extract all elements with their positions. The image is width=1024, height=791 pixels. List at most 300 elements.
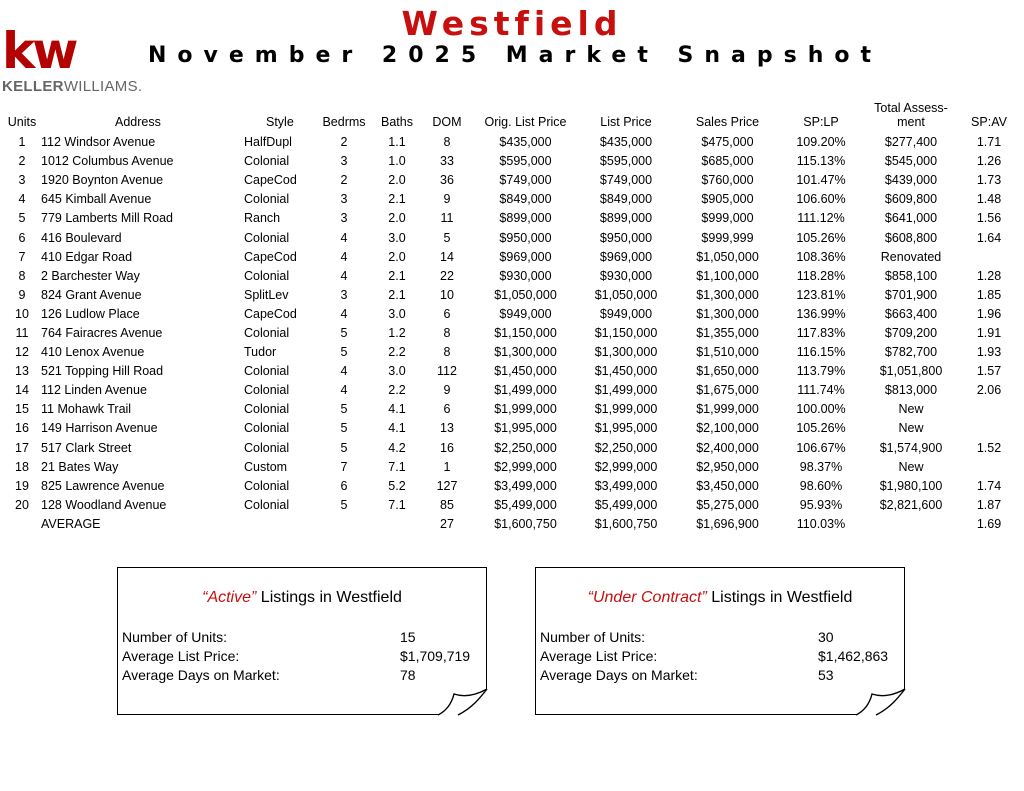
cell-sales-price: $999,000 bbox=[701, 211, 754, 226]
cell-orig-list-price: $849,000 bbox=[499, 192, 552, 207]
cell-baths: 1.2 bbox=[388, 325, 406, 340]
cell-total-assessment: $2,821,600 bbox=[879, 497, 943, 512]
table-row bbox=[5, 190, 1018, 209]
cell-bedrms: 5 bbox=[340, 345, 348, 360]
contract-title-rest: Listings in Westfield bbox=[706, 589, 853, 606]
cell-sp-lp: 117.83% bbox=[796, 325, 846, 340]
cell-sp-lp: 118.28% bbox=[796, 268, 846, 283]
cell-dom: 11 bbox=[440, 211, 454, 226]
cell-sales-price: $685,000 bbox=[701, 154, 754, 169]
cell-total-assessment: $1,574,900 bbox=[879, 440, 943, 455]
cell-address: 2 Barchester Way bbox=[41, 268, 140, 283]
cell-list-price: $3,499,000 bbox=[594, 478, 658, 493]
cell-baths: 2.1 bbox=[388, 192, 406, 207]
cell-sp-av: 1.64 bbox=[976, 230, 1002, 245]
kw-logo-mark: kw bbox=[2, 22, 76, 80]
cell-total-assessment: Renovated bbox=[880, 249, 942, 264]
active-title-accent: “Active” bbox=[202, 589, 257, 606]
table-row bbox=[5, 171, 1018, 190]
wordmark-bold: KELLER bbox=[2, 78, 64, 95]
cell-style: Colonial bbox=[244, 421, 290, 436]
average-dom: 27 bbox=[440, 516, 454, 531]
active-stat-value: 15 bbox=[400, 629, 416, 645]
cell-orig-list-price: $949,000 bbox=[499, 306, 552, 321]
table-row bbox=[5, 362, 1018, 381]
cell-sp-av: 1.52 bbox=[976, 440, 1002, 455]
cell-sp-av bbox=[960, 248, 1018, 267]
cell-sp-av: 1.96 bbox=[976, 306, 1002, 321]
contract-stat-label: Number of Units: bbox=[540, 629, 646, 645]
cell-style: Colonial bbox=[244, 192, 290, 207]
cell-address: 1012 Columbus Avenue bbox=[41, 154, 174, 169]
cell-units: 12 bbox=[15, 345, 29, 360]
table-row bbox=[5, 324, 1018, 343]
contract-stat-label: Average List Price: bbox=[540, 648, 658, 664]
cell-dom: 9 bbox=[443, 383, 451, 398]
page-curl-icon bbox=[856, 688, 906, 716]
cell-bedrms: 4 bbox=[340, 230, 348, 245]
cell-sp-lp: 116.15% bbox=[796, 345, 846, 360]
header-sp-lp: SP:LP bbox=[803, 115, 839, 129]
contract-stat-value: $1,462,863 bbox=[818, 648, 889, 664]
cell-units: 17 bbox=[15, 440, 29, 455]
cell-sales-price: $1,300,000 bbox=[696, 287, 759, 302]
cell-baths: 4.1 bbox=[388, 421, 406, 436]
cell-style: CapeCod bbox=[244, 249, 297, 264]
cell-sp-lp: 101.47% bbox=[796, 173, 846, 188]
cell-orig-list-price: $3,499,000 bbox=[494, 478, 557, 493]
cell-address: 517 Clark Street bbox=[41, 440, 132, 455]
table-row bbox=[5, 343, 1018, 362]
cell-list-price: $749,000 bbox=[599, 173, 653, 188]
cell-bedrms: 3 bbox=[340, 192, 348, 207]
cell-sales-price: $1,100,000 bbox=[696, 268, 759, 283]
cell-total-assessment: $858,100 bbox=[884, 268, 938, 283]
active-title-rest: Listings in Westfield bbox=[256, 589, 402, 606]
cell-units: 2 bbox=[18, 154, 26, 169]
cell-list-price: $2,999,000 bbox=[594, 459, 658, 474]
cell-orig-list-price: $1,300,000 bbox=[494, 345, 557, 360]
cell-orig-list-price: $1,999,000 bbox=[494, 402, 557, 417]
cell-style: SplitLev bbox=[244, 287, 289, 302]
cell-units: 20 bbox=[15, 497, 29, 512]
page-title: Westfield bbox=[401, 4, 623, 43]
cell-style: CapeCod bbox=[244, 306, 297, 321]
cell-units: 1 bbox=[18, 135, 26, 150]
cell-sp-lp: 98.37% bbox=[799, 459, 843, 474]
cell-baths: 1.1 bbox=[388, 135, 406, 150]
cell-total-assessment: $609,800 bbox=[884, 192, 938, 207]
cell-dom: 8 bbox=[443, 135, 451, 150]
table-row bbox=[5, 228, 1018, 247]
cell-address: 645 Kimball Avenue bbox=[41, 192, 152, 207]
cell-sp-av: 1.71 bbox=[976, 135, 1002, 150]
cell-address: 128 Woodland Avenue bbox=[41, 497, 167, 512]
cell-sp-av: 1.85 bbox=[976, 287, 1002, 302]
cell-baths: 2.0 bbox=[388, 249, 406, 264]
average-bedrms bbox=[314, 515, 374, 534]
header-style: Style bbox=[266, 115, 294, 129]
cell-sp-av bbox=[960, 419, 1018, 438]
cell-total-assessment: $701,900 bbox=[884, 287, 938, 302]
under-contract-listings-box bbox=[535, 567, 905, 715]
cell-bedrms: 3 bbox=[340, 287, 348, 302]
cell-baths: 3.0 bbox=[388, 306, 406, 321]
table-row bbox=[5, 152, 1018, 171]
cell-style: HalfDupl bbox=[244, 135, 292, 150]
cell-sp-lp: 115.13% bbox=[796, 154, 846, 169]
cell-baths: 7.1 bbox=[388, 497, 406, 512]
table-row bbox=[5, 477, 1018, 496]
header-orig-list-price: Orig. List Price bbox=[484, 115, 567, 129]
cell-sales-price: $905,000 bbox=[701, 192, 754, 207]
header-total-assessment: Total Assess-ment bbox=[874, 101, 948, 129]
cell-list-price: $5,499,000 bbox=[594, 497, 658, 512]
cell-total-assessment: $813,000 bbox=[884, 383, 938, 398]
cell-units: 3 bbox=[18, 173, 26, 188]
active-listings-box bbox=[117, 567, 487, 715]
cell-dom: 10 bbox=[440, 287, 454, 302]
active-stat-label: Average Days on Market: bbox=[122, 667, 280, 683]
cell-list-price: $969,000 bbox=[599, 249, 653, 264]
cell-sales-price: $1,650,000 bbox=[696, 364, 759, 379]
cell-units: 16 bbox=[15, 421, 29, 436]
cell-style: Colonial bbox=[244, 230, 290, 245]
cell-list-price: $899,000 bbox=[599, 211, 653, 226]
cell-sales-price: $1,355,000 bbox=[696, 325, 759, 340]
cell-orig-list-price: $899,000 bbox=[499, 211, 552, 226]
cell-sp-lp: 111.12% bbox=[797, 211, 845, 226]
cell-bedrms: 5 bbox=[340, 325, 348, 340]
cell-bedrms: 5 bbox=[340, 421, 348, 436]
cell-dom: 9 bbox=[443, 192, 451, 207]
cell-orig-list-price: $1,150,000 bbox=[494, 325, 557, 340]
contract-stat-value: 53 bbox=[818, 667, 834, 683]
average-address: AVERAGE bbox=[41, 516, 101, 531]
cell-address: 112 Windsor Avenue bbox=[41, 135, 156, 150]
cell-style: Colonial bbox=[244, 497, 290, 512]
cell-bedrms: 4 bbox=[340, 383, 348, 398]
cell-style: Colonial bbox=[244, 364, 290, 379]
cell-units: 10 bbox=[15, 306, 29, 321]
contract-stat-label: Average Days on Market: bbox=[540, 667, 698, 683]
cell-bedrms: 4 bbox=[340, 364, 348, 379]
cell-address: 1920 Boynton Avenue bbox=[41, 173, 164, 188]
cell-list-price: $1,999,000 bbox=[594, 402, 658, 417]
cell-orig-list-price: $5,499,000 bbox=[494, 497, 557, 512]
cell-sales-price: $1,300,000 bbox=[696, 306, 759, 321]
cell-address: 521 Topping Hill Road bbox=[41, 364, 164, 379]
cell-dom: 8 bbox=[443, 325, 451, 340]
cell-sales-price: $2,400,000 bbox=[696, 440, 759, 455]
cell-sp-av bbox=[960, 458, 1018, 477]
cell-sales-price: $475,000 bbox=[701, 135, 754, 150]
active-stat-label: Average List Price: bbox=[122, 648, 240, 664]
cell-units: 15 bbox=[15, 402, 29, 417]
cell-units: 9 bbox=[18, 287, 26, 302]
table-row bbox=[5, 209, 1018, 228]
cell-list-price: $849,000 bbox=[599, 192, 653, 207]
cell-dom: 8 bbox=[443, 345, 451, 360]
cell-orig-list-price: $930,000 bbox=[499, 268, 552, 283]
page-subtitle: November 2025 Market Snapshot bbox=[148, 43, 882, 68]
cell-sp-av: 1.28 bbox=[976, 268, 1002, 283]
cell-sp-lp: 105.26% bbox=[796, 421, 846, 436]
contract-title bbox=[536, 588, 904, 608]
cell-sp-av bbox=[960, 400, 1018, 419]
cell-sp-av: 1.73 bbox=[976, 173, 1002, 188]
table-row bbox=[5, 133, 1018, 152]
header-baths: Baths bbox=[381, 115, 413, 129]
average-baths bbox=[374, 515, 420, 534]
cell-style: Ranch bbox=[244, 211, 281, 226]
cell-sales-price: $1,675,000 bbox=[696, 383, 759, 398]
cell-units: 18 bbox=[15, 459, 29, 474]
cell-sp-av: 1.93 bbox=[976, 345, 1002, 360]
page-curl-icon bbox=[438, 688, 488, 716]
table-row bbox=[5, 496, 1018, 515]
cell-list-price: $930,000 bbox=[599, 268, 653, 283]
cell-sales-price: $1,050,000 bbox=[696, 249, 759, 264]
cell-baths: 1.0 bbox=[388, 154, 406, 169]
contract-stat-value: 30 bbox=[818, 629, 834, 645]
cell-sp-lp: 106.67% bbox=[796, 440, 846, 455]
cell-list-price: $595,000 bbox=[599, 154, 653, 169]
cell-style: Colonial bbox=[244, 478, 290, 493]
cell-bedrms: 3 bbox=[340, 154, 348, 169]
cell-dom: 6 bbox=[443, 402, 451, 417]
table-row bbox=[5, 400, 1018, 419]
sales-table bbox=[5, 93, 1018, 534]
cell-address: 21 Bates Way bbox=[41, 459, 119, 474]
cell-total-assessment: $641,000 bbox=[884, 211, 938, 226]
cell-bedrms: 2 bbox=[340, 173, 348, 188]
table-row bbox=[5, 286, 1018, 305]
cell-sales-price: $2,100,000 bbox=[696, 421, 759, 436]
cell-sales-price: $3,450,000 bbox=[696, 478, 759, 493]
cell-units: 19 bbox=[15, 478, 29, 493]
cell-units: 14 bbox=[15, 383, 29, 398]
cell-orig-list-price: $2,250,000 bbox=[494, 440, 557, 455]
cell-dom: 6 bbox=[443, 306, 451, 321]
cell-bedrms: 6 bbox=[340, 478, 348, 493]
cell-style: Colonial bbox=[244, 402, 290, 417]
cell-units: 5 bbox=[18, 211, 26, 226]
cell-baths: 2.1 bbox=[388, 268, 406, 283]
cell-style: CapeCod bbox=[244, 173, 297, 188]
cell-sp-av: 1.91 bbox=[976, 325, 1002, 340]
cell-style: Colonial bbox=[244, 325, 290, 340]
cell-address: 824 Grant Avenue bbox=[41, 287, 142, 302]
cell-list-price: $1,300,000 bbox=[594, 345, 658, 360]
cell-sales-price: $999,999 bbox=[701, 230, 754, 245]
cell-total-assessment: New bbox=[898, 402, 924, 417]
header-dom: DOM bbox=[432, 115, 462, 129]
cell-sp-av: 1.26 bbox=[976, 154, 1002, 169]
header-bedrms: Bedrms bbox=[322, 115, 366, 129]
cell-sp-lp: 95.93% bbox=[799, 497, 843, 512]
cell-sales-price: $1,999,000 bbox=[696, 402, 759, 417]
cell-address: 416 Boulevard bbox=[41, 230, 122, 245]
cell-list-price: $1,499,000 bbox=[594, 383, 658, 398]
cell-style: Colonial bbox=[244, 268, 290, 283]
table-header-row bbox=[5, 93, 1018, 133]
cell-orig-list-price: $1,450,000 bbox=[494, 364, 557, 379]
cell-orig-list-price: $1,050,000 bbox=[494, 287, 557, 302]
cell-dom: 33 bbox=[440, 154, 454, 169]
cell-baths: 2.0 bbox=[388, 211, 406, 226]
average-units bbox=[5, 515, 39, 534]
cell-orig-list-price: $2,999,000 bbox=[494, 459, 557, 474]
cell-list-price: $1,050,000 bbox=[594, 287, 658, 302]
average-sp-lp: 110.03% bbox=[796, 516, 846, 531]
cell-orig-list-price: $950,000 bbox=[499, 230, 552, 245]
wordmark-rest: WILLIAMS. bbox=[63, 78, 143, 95]
cell-address: 112 Linden Avenue bbox=[41, 383, 147, 398]
cell-sp-lp: 109.20% bbox=[796, 135, 846, 150]
cell-orig-list-price: $595,000 bbox=[499, 154, 552, 169]
cell-units: 4 bbox=[18, 192, 26, 207]
cell-total-assessment: $1,051,800 bbox=[879, 364, 943, 379]
cell-units: 7 bbox=[18, 249, 26, 264]
cell-style: Tudor bbox=[244, 345, 277, 360]
cell-dom: 85 bbox=[440, 497, 454, 512]
cell-list-price: $435,000 bbox=[599, 135, 653, 150]
active-stat-label: Number of Units: bbox=[122, 629, 228, 645]
cell-units: 13 bbox=[15, 364, 29, 379]
cell-baths: 4.1 bbox=[388, 402, 406, 417]
cell-baths: 2.2 bbox=[388, 345, 406, 360]
contract-title-accent: “Under Contract” bbox=[587, 589, 707, 606]
table-row bbox=[5, 305, 1018, 324]
active-stat-value: 78 bbox=[400, 667, 416, 683]
header-address: Address bbox=[115, 115, 161, 129]
cell-bedrms: 7 bbox=[340, 459, 348, 474]
header-sp-av: SP:AV bbox=[971, 115, 1007, 129]
cell-sp-lp: 105.26% bbox=[796, 230, 846, 245]
average-list-price: $1,600,750 bbox=[594, 516, 658, 531]
cell-total-assessment: $608,800 bbox=[884, 230, 938, 245]
cell-total-assessment: $545,000 bbox=[884, 154, 938, 169]
cell-list-price: $949,000 bbox=[599, 306, 653, 321]
table-row bbox=[5, 267, 1018, 286]
cell-sp-lp: 108.36% bbox=[796, 249, 846, 264]
table-row bbox=[5, 458, 1018, 477]
cell-list-price: $1,150,000 bbox=[594, 325, 658, 340]
table-row bbox=[5, 381, 1018, 400]
cell-address: 825 Lawrence Avenue bbox=[41, 478, 165, 493]
cell-total-assessment: $439,000 bbox=[884, 173, 938, 188]
cell-address: 11 Mohawk Trail bbox=[41, 402, 132, 417]
cell-sales-price: $5,275,000 bbox=[696, 497, 759, 512]
cell-units: 6 bbox=[18, 230, 26, 245]
cell-sp-av: 1.74 bbox=[976, 478, 1002, 493]
cell-dom: 13 bbox=[440, 421, 454, 436]
cell-style: Colonial bbox=[244, 383, 290, 398]
cell-orig-list-price: $969,000 bbox=[499, 249, 552, 264]
cell-bedrms: 4 bbox=[340, 249, 348, 264]
header-list-price: List Price bbox=[600, 115, 652, 129]
cell-sp-lp: 113.79% bbox=[796, 364, 846, 379]
cell-total-assessment: New bbox=[898, 421, 924, 436]
cell-list-price: $1,995,000 bbox=[594, 421, 658, 436]
cell-orig-list-price: $749,000 bbox=[499, 173, 552, 188]
cell-units: 8 bbox=[18, 268, 26, 283]
average-total-assessment bbox=[862, 515, 960, 534]
cell-total-assessment: $709,200 bbox=[884, 325, 938, 340]
header-sales-price: Sales Price bbox=[695, 115, 760, 129]
cell-address: 149 Harrison Avenue bbox=[41, 421, 158, 436]
cell-dom: 22 bbox=[440, 268, 454, 283]
cell-dom: 16 bbox=[440, 440, 454, 455]
cell-dom: 36 bbox=[440, 173, 454, 188]
cell-bedrms: 4 bbox=[340, 306, 348, 321]
cell-address: 779 Lamberts Mill Road bbox=[41, 211, 174, 226]
cell-sales-price: $2,950,000 bbox=[696, 459, 759, 474]
cell-baths: 2.1 bbox=[388, 287, 406, 302]
active-title bbox=[118, 588, 486, 608]
cell-orig-list-price: $1,995,000 bbox=[494, 421, 557, 436]
cell-sp-av: 1.87 bbox=[976, 497, 1002, 512]
cell-dom: 127 bbox=[436, 478, 458, 493]
cell-sp-lp: 136.99% bbox=[796, 306, 846, 321]
cell-dom: 112 bbox=[437, 364, 457, 379]
cell-bedrms: 2 bbox=[340, 135, 348, 150]
average-style bbox=[244, 515, 314, 534]
cell-sp-lp: 106.60% bbox=[796, 192, 846, 207]
cell-baths: 3.0 bbox=[388, 364, 406, 379]
cell-dom: 1 bbox=[443, 459, 451, 474]
cell-address: 410 Lenox Avenue bbox=[41, 345, 145, 360]
cell-dom: 14 bbox=[440, 249, 454, 264]
cell-orig-list-price: $1,499,000 bbox=[494, 383, 557, 398]
cell-baths: 2.0 bbox=[388, 173, 406, 188]
table-row bbox=[5, 439, 1018, 458]
cell-total-assessment: $663,400 bbox=[884, 306, 938, 321]
cell-address: 764 Fairacres Avenue bbox=[41, 325, 163, 340]
cell-baths: 4.2 bbox=[388, 440, 406, 455]
cell-list-price: $1,450,000 bbox=[594, 364, 658, 379]
cell-bedrms: 5 bbox=[340, 497, 348, 512]
cell-address: 410 Edgar Road bbox=[41, 249, 133, 264]
cell-address: 126 Ludlow Place bbox=[41, 306, 140, 321]
cell-baths: 2.2 bbox=[388, 383, 406, 398]
cell-sales-price: $760,000 bbox=[701, 173, 754, 188]
average-sp-av: 1.69 bbox=[976, 516, 1002, 531]
cell-style: Colonial bbox=[244, 440, 290, 455]
cell-list-price: $2,250,000 bbox=[594, 440, 658, 455]
table-row bbox=[5, 419, 1018, 438]
cell-total-assessment: $782,700 bbox=[884, 345, 938, 360]
cell-baths: 7.1 bbox=[388, 459, 406, 474]
average-sales-price: $1,696,900 bbox=[696, 516, 759, 531]
average-row bbox=[5, 515, 1018, 534]
cell-sp-lp: 100.00% bbox=[796, 402, 846, 417]
cell-style: Colonial bbox=[244, 154, 290, 169]
cell-sp-av: 1.57 bbox=[976, 364, 1002, 379]
cell-sp-lp: 111.74% bbox=[797, 383, 845, 398]
cell-total-assessment: $1,980,100 bbox=[879, 478, 943, 493]
cell-sp-av: 1.56 bbox=[976, 211, 1002, 226]
cell-bedrms: 5 bbox=[340, 440, 348, 455]
cell-sp-av: 2.06 bbox=[976, 383, 1002, 398]
cell-bedrms: 5 bbox=[340, 402, 348, 417]
cell-bedrms: 3 bbox=[340, 211, 348, 226]
cell-units: 11 bbox=[15, 325, 29, 340]
cell-dom: 5 bbox=[443, 230, 451, 245]
cell-sales-price: $1,510,000 bbox=[696, 345, 759, 360]
table-row bbox=[5, 248, 1018, 267]
